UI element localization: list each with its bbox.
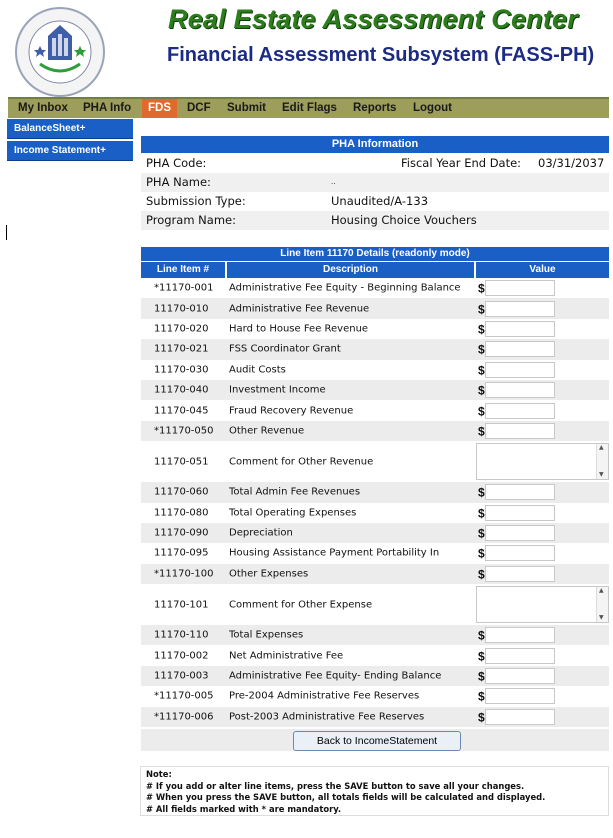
nav-reports[interactable]: Reports — [353, 102, 397, 114]
line-item-code: 11170-080 — [154, 507, 209, 519]
col-description: Description — [227, 262, 474, 278]
line-item-rows — [141, 278, 609, 727]
program-name-label: Program Name: — [146, 213, 236, 227]
table-row — [141, 298, 609, 318]
line-item-code: *11170-006 — [154, 711, 214, 723]
currency-symbol: $ — [478, 506, 485, 521]
currency-symbol: $ — [478, 424, 485, 439]
line-item-description: Total Operating Expenses — [229, 507, 357, 519]
scroll-up-icon[interactable]: ▲ — [599, 444, 604, 452]
value-input[interactable] — [485, 688, 555, 704]
value-input[interactable] — [485, 484, 555, 500]
fiscal-year-label: Fiscal Year End Date: — [401, 156, 522, 170]
page-title: Real Estate Assessment Center — [168, 4, 578, 34]
line-item-description: Pre-2004 Administrative Fee Reserves — [229, 690, 420, 702]
currency-symbol: $ — [478, 486, 485, 501]
line-item-code: 11170-095 — [154, 547, 209, 559]
currency-symbol: $ — [478, 343, 485, 358]
line-item-code: *11170-001 — [154, 282, 214, 294]
value-input[interactable] — [485, 505, 555, 521]
sidebar-item-balance-sheet[interactable]: BalanceSheet+ — [7, 119, 133, 139]
page-subtitle: Financial Assessment Subsystem (FASS-PH) — [167, 44, 595, 66]
currency-symbol: $ — [478, 649, 485, 664]
col-value: Value — [476, 262, 609, 278]
line-item-description: Comment for Other Revenue — [229, 456, 374, 468]
line-item-description: Net Administrative Fee — [229, 650, 344, 662]
line-item-description: Total Admin Fee Revenues — [229, 486, 361, 498]
line-item-code: *11170-050 — [154, 425, 214, 437]
line-item-code: 11170-110 — [154, 629, 209, 641]
line-item-code: 11170-010 — [154, 303, 209, 315]
line-item-description: FSS Coordinator Grant — [229, 343, 341, 355]
sidebar-item-income-statement[interactable]: Income Statement+ — [7, 141, 133, 161]
table-row — [141, 421, 609, 441]
line-item-description: Other Revenue — [229, 425, 305, 437]
table-row — [141, 380, 609, 400]
pha-info-heading: PHA Information — [141, 136, 609, 153]
value-input[interactable] — [485, 382, 555, 398]
nav-logout[interactable]: Logout — [413, 102, 452, 114]
comment-textarea[interactable] — [476, 586, 609, 623]
line-item-description: Administrative Fee Equity - Beginning Balance — [229, 282, 461, 294]
table-row — [141, 543, 609, 563]
textarea-scrollbar[interactable] — [596, 444, 608, 479]
table-row — [141, 584, 609, 625]
line-item-code: *11170-100 — [154, 568, 214, 580]
line-item-code: 11170-020 — [154, 323, 209, 335]
line-item-code: *11170-005 — [154, 690, 214, 702]
line-item-description: Administrative Fee Equity- Ending Balance — [229, 670, 442, 682]
currency-symbol: $ — [478, 669, 485, 684]
currency-symbol: $ — [478, 710, 485, 725]
currency-symbol: $ — [478, 690, 485, 705]
line-item-code: 11170-101 — [154, 599, 209, 611]
value-input[interactable] — [485, 648, 555, 664]
currency-symbol: $ — [478, 526, 485, 541]
line-item-table — [141, 247, 609, 727]
text-cursor — [6, 225, 7, 240]
table-row — [141, 503, 609, 523]
line-item-description: Total Expenses — [229, 629, 304, 641]
line-item-code: 11170-051 — [154, 456, 209, 468]
value-input[interactable] — [485, 709, 555, 725]
main-nav — [8, 97, 609, 118]
hud-seal-logo — [14, 6, 106, 98]
table-row — [141, 686, 609, 706]
currency-symbol: $ — [478, 322, 485, 337]
pha-name-label: PHA Name: — [146, 175, 211, 189]
line-item-code: 11170-030 — [154, 364, 209, 376]
line-item-description: Investment Income — [229, 384, 326, 396]
note-line: # All fields marked with * are mandatory. — [146, 803, 342, 814]
table-row — [141, 523, 609, 543]
pha-code-label: PHA Code: — [146, 156, 207, 170]
value-input[interactable] — [485, 341, 555, 357]
line-item-description: Depreciation — [229, 527, 293, 539]
line-item-description: Audit Costs — [229, 364, 286, 376]
table-row — [141, 645, 609, 665]
line-item-description: Comment for Other Expense — [229, 599, 373, 611]
fiscal-year-value: 03/31/2037 — [538, 156, 605, 170]
line-item-description: Other Expenses — [229, 568, 309, 580]
currency-symbol: $ — [478, 383, 485, 398]
value-input[interactable] — [485, 566, 555, 582]
value-input[interactable] — [485, 301, 555, 317]
value-input[interactable] — [485, 627, 555, 643]
note-line: # When you press the SAVE button, all totals fields will be calculated and displayed. — [146, 792, 546, 802]
line-item-code: 11170-060 — [154, 486, 209, 498]
line-item-code: 11170-021 — [154, 343, 209, 355]
textarea-scrollbar[interactable] — [596, 587, 608, 622]
scroll-down-icon[interactable]: ▼ — [599, 471, 604, 479]
line-item-code: 11170-045 — [154, 405, 209, 417]
value-input[interactable] — [485, 525, 555, 541]
value-input[interactable] — [485, 423, 555, 439]
currency-symbol: $ — [478, 567, 485, 582]
currency-symbol: $ — [478, 404, 485, 419]
pha-name-value: .. — [331, 178, 336, 186]
table-row — [141, 360, 609, 380]
line-item-description: Post-2003 Administrative Fee Reserves — [229, 711, 425, 723]
table-row — [141, 278, 609, 298]
line-item-description: Administrative Fee Revenue — [229, 303, 370, 315]
program-name-value: Housing Choice Vouchers — [331, 213, 477, 227]
col-line-item: Line Item # — [141, 262, 225, 278]
line-item-code: 11170-002 — [154, 650, 209, 662]
nav-submit[interactable]: Submit — [227, 102, 266, 114]
scroll-down-icon[interactable]: ▼ — [599, 614, 604, 622]
currency-symbol: $ — [478, 628, 485, 643]
nav-fds[interactable]: FDS — [142, 99, 177, 118]
value-input[interactable] — [485, 362, 555, 378]
line-item-description: Fraud Recovery Revenue — [229, 405, 354, 417]
line-item-code: 11170-003 — [154, 670, 209, 682]
table-row — [141, 625, 609, 645]
currency-symbol: $ — [478, 363, 485, 378]
table-row — [141, 400, 609, 420]
submission-type-label: Submission Type: — [146, 194, 246, 208]
table-row — [141, 319, 609, 339]
nav-edit-flags[interactable]: Edit Flags — [282, 102, 337, 114]
table-row — [141, 441, 609, 482]
currency-symbol: $ — [478, 547, 485, 562]
nav-dcf[interactable]: DCF — [187, 102, 211, 114]
line-item-title: Line Item 11170 Details (readonly mode) — [141, 247, 609, 261]
note-box — [140, 766, 609, 816]
table-row — [141, 564, 609, 584]
nav-my-inbox[interactable]: My Inbox — [18, 102, 68, 114]
line-item-description: Hard to House Fee Revenue — [229, 323, 369, 335]
currency-symbol: $ — [478, 302, 485, 317]
table-row — [141, 707, 609, 727]
currency-symbol: $ — [478, 281, 485, 296]
note-label: Note: — [146, 769, 172, 779]
comment-textarea[interactable] — [476, 443, 609, 480]
note-line: # If you add or alter line items, press the SAVE button to save all your changes. — [146, 780, 525, 791]
value-input[interactable] — [485, 321, 555, 337]
table-row — [141, 666, 609, 686]
line-item-code: 11170-040 — [154, 384, 209, 396]
value-input[interactable] — [485, 545, 555, 561]
line-item-code: 11170-090 — [154, 527, 209, 539]
value-input[interactable] — [485, 280, 555, 296]
pha-info-panel — [141, 136, 609, 230]
line-item-description: Housing Assistance Payment Portability In — [229, 547, 440, 559]
submission-type-value: Unaudited/A-133 — [331, 194, 429, 208]
table-row — [141, 339, 609, 359]
value-input[interactable] — [485, 668, 555, 684]
value-input[interactable] — [485, 403, 555, 419]
scroll-up-icon[interactable]: ▲ — [599, 587, 604, 595]
table-row — [141, 482, 609, 502]
nav-pha-info[interactable]: PHA Info — [83, 102, 132, 114]
back-to-income-statement-button[interactable]: Back to IncomeStatement — [293, 731, 461, 751]
